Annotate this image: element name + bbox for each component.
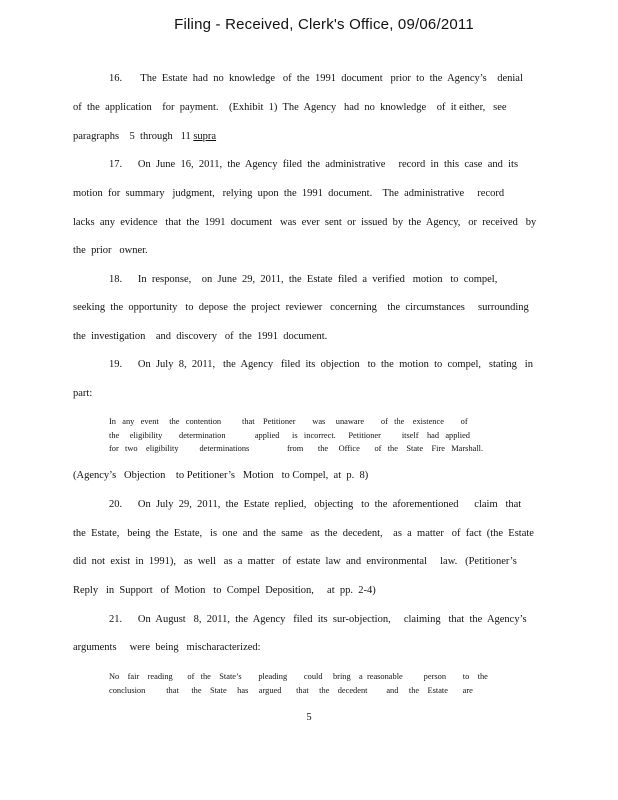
p19-line-2: part: xyxy=(73,388,93,399)
p16-line-3-text: paragraphs 5 through 11 xyxy=(73,131,194,142)
quote2-line-2: conclusion that the State has argued that the decedent and the Estate are xyxy=(109,685,473,696)
p18-line-3: the investigation and discovery of the 1991 document. xyxy=(73,331,328,342)
p20-line-4: Reply in Support of Motion to Compel Deposition, at pp. 2-4) xyxy=(73,585,376,596)
p18-line-1: 18. In response, on June 29, 2011, the Estate filed a verified motion to compel, xyxy=(109,274,498,285)
p20-line-2: the Estate, being the Estate, is one and the same as the decedent, as a matter of fact (the Estate xyxy=(73,528,534,539)
quote1-line-1: In any event the contention that Petitioner was unaware of the existence of xyxy=(109,416,468,427)
page-number: 5 xyxy=(306,712,312,723)
supra-citation: supra xyxy=(193,131,217,142)
p17-line-1: 17. On June 16, 2011, the Agency filed the administrative record in this case and its xyxy=(109,159,519,170)
quote1-line-2: the eligibility determination applied is incorrect. Petitioner itself had applied xyxy=(109,430,470,441)
p21-line-1: 21. On August 8, 2011, the Agency filed its sur-objection, claiming that the Agency’s xyxy=(109,614,527,625)
p17-line-3: lacks any evidence that the 1991 document was ever sent or issued by the Agency, or received by xyxy=(73,217,537,228)
p20-line-1: 20. On July 29, 2011, the Estate replied, objecting to the aforementioned claim that xyxy=(109,499,522,510)
p19-line-1: 19. On July 8, 2011, the Agency filed its objection to the motion to compel, stating in xyxy=(109,359,533,370)
p16-line-3 xyxy=(73,131,216,142)
quote1-line-3: for two eligibility determinations from the Office of the State Fire Marshall. xyxy=(109,443,484,454)
p16-line-1: 16. The Estate had no knowledge of the 1991 document prior to the Agency’s denial xyxy=(109,73,523,84)
quote2-line-1: No fair reading of the State’s pleading could bring a reasonable person to the xyxy=(109,671,488,682)
citation-agency-objection: (Agency’s Objection to Petitioner’s Motion to Compel, at p. 8) xyxy=(73,470,369,481)
p16-line-2: of the application for payment. (Exhibit 1) The Agency had no knowledge of it either, see xyxy=(73,102,507,113)
p17-line-2: motion for summary judgment, relying upon the 1991 document. The administrative record xyxy=(73,188,505,199)
p21-line-2: arguments were being mischaracterized: xyxy=(73,642,261,653)
p17-line-4: the prior owner. xyxy=(73,245,148,256)
p18-line-2: seeking the opportunity to depose the project reviewer concerning the circumstances surrounding xyxy=(73,302,529,313)
p20-line-3: did not exist in 1991), as well as a matter of estate law and environmental law. (Petitioner’s xyxy=(73,556,517,567)
filing-header: Filing - Received, Clerk's Office, 09/06/2011 xyxy=(174,16,474,33)
